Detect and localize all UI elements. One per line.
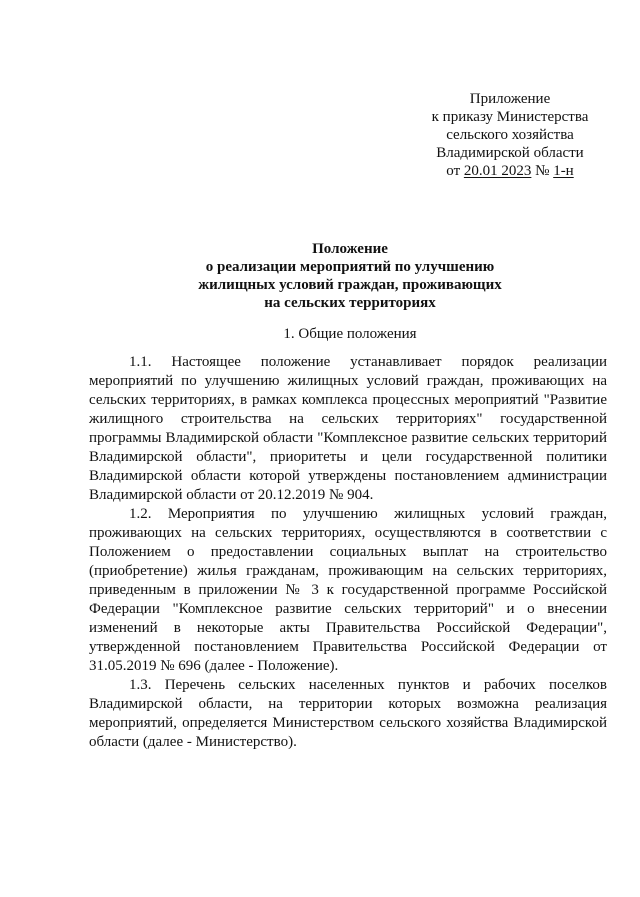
appendix-date: 20.01 2023 bbox=[463, 163, 532, 179]
appendix-number-prefix: № bbox=[531, 163, 554, 179]
appendix-label: Приложение bbox=[469, 91, 551, 107]
paragraph-1-2 bbox=[89, 505, 607, 676]
appendix-date-line bbox=[380, 162, 640, 180]
title-line-2: о реализации мероприятий по улучшению bbox=[205, 259, 495, 275]
paragraph-1-3 bbox=[89, 676, 607, 752]
appendix-date-prefix: от bbox=[446, 163, 464, 179]
title-line-1: Положение bbox=[312, 241, 388, 257]
paragraph-1-1 bbox=[89, 353, 607, 505]
appendix-order-ref: к приказу Министерства bbox=[431, 109, 589, 125]
paragraph-number: 1.1. bbox=[129, 354, 152, 370]
appendix-region: Владимирской области bbox=[436, 145, 584, 161]
appendix-header bbox=[380, 90, 640, 180]
appendix-ministry: сельского хозяйства bbox=[446, 127, 574, 143]
paragraph-number: 1.2. bbox=[129, 506, 152, 522]
section-heading: 1. Общие положения bbox=[283, 326, 417, 342]
paragraph-number: 1.3. bbox=[129, 677, 152, 693]
document-body bbox=[89, 353, 607, 752]
appendix-number: 1-н bbox=[553, 163, 574, 179]
paragraph-text: Перечень сельских населенных пунктов и рабочих поселков Владимирской области, на территории которых возможна реализация мероприятий, определяется Министерством сельского хозяйства Владимирской области (далее - Министерство). bbox=[89, 677, 607, 750]
title-line-3: жилищных условий граждан, проживающих bbox=[198, 277, 502, 293]
title-line-4: на сельских территориях bbox=[264, 295, 436, 311]
document-title bbox=[60, 240, 640, 312]
paragraph-text: Настоящее положение устанавливает порядок реализации мероприятий по улучшению жилищных условий граждан, проживающих на сельских территориях, в рамках комплекса процессных мероприятий "Развитие жилищного строительства на сельских территориях" государственной программы Владимирской области "Комплексное развитие сельских территорий Владимирской области", приоритеты и цели государственной политики Владимирской области которой утверждены постановлением администрации Владимирской области от 20.12.2019 № 904. bbox=[89, 354, 607, 503]
paragraph-text: Мероприятия по улучшению жилищных условий граждан, проживающих на сельских территориях, осуществляются в соответствии с Положением о предоставлении социальных выплат на строительство (приобретение) жилья гражданам, проживающим на сельских территориях, приведенным в приложении № 3 к государственной программе Российской Федерации "Комплексное развитие сельских территорий" и о внесении изменений в некоторые акты Правительства Российской Федерации", утвержденной постановлением Правительства Российской Федерации от 31.05.2019 № 696 (далее - Положение). bbox=[89, 506, 607, 674]
